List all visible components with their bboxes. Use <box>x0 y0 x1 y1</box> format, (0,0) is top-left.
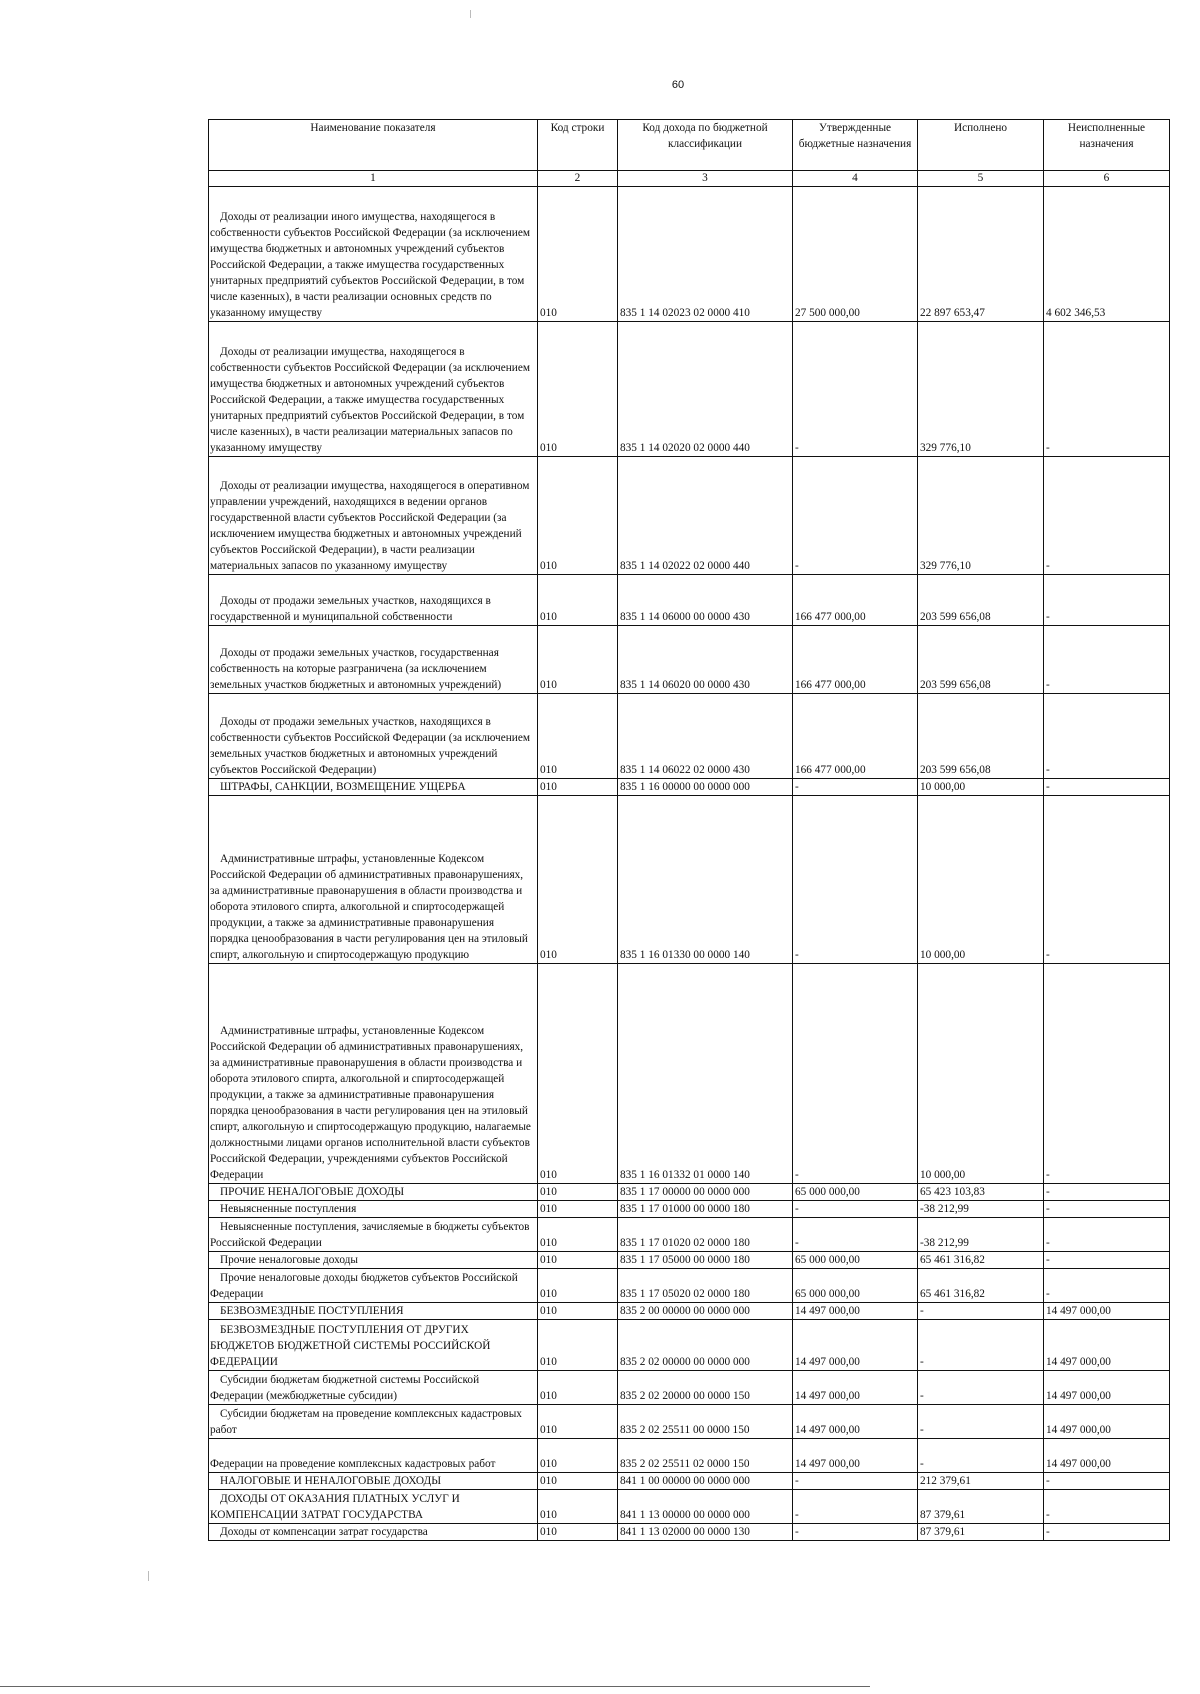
revenue-code: 835 2 02 25511 02 0000 150 <box>618 1439 793 1473</box>
executed-amount: 87 379,61 <box>918 1524 1044 1541</box>
approved-amount: 14 497 000,00 <box>793 1439 918 1473</box>
indicator-name: БЕЗВОЗМЕЗДНЫЕ ПОСТУПЛЕНИЯ <box>209 1303 538 1320</box>
table-row <box>209 1490 1170 1524</box>
executed-amount: 10 000,00 <box>918 964 1044 1184</box>
line-code: 010 <box>538 796 618 964</box>
table-row <box>209 694 1170 779</box>
revenue-code: 835 1 14 02023 02 0000 410 <box>618 187 793 322</box>
unexecuted-amount: 14 497 000,00 <box>1044 1405 1170 1439</box>
header-indicator-name: Наименование показателя <box>209 120 538 171</box>
approved-amount: 166 477 000,00 <box>793 575 918 626</box>
indicator-name: ДОХОДЫ ОТ ОКАЗАНИЯ ПЛАТНЫХ УСЛУГ И КОМПЕНСАЦИИ ЗАТРАТ ГОСУДАРСТВА <box>209 1490 538 1524</box>
unexecuted-amount: - <box>1044 626 1170 694</box>
line-code: 010 <box>538 322 618 457</box>
revenue-code: 835 2 02 20000 00 0000 150 <box>618 1371 793 1405</box>
executed-amount: - <box>918 1439 1044 1473</box>
approved-amount: - <box>793 964 918 1184</box>
unexecuted-amount: 14 497 000,00 <box>1044 1303 1170 1320</box>
approved-amount: 14 497 000,00 <box>793 1320 918 1371</box>
indicator-name: Доходы от продажи земельных участков, находящихся в собственности субъектов Российской Федерации (за исключением земельных участков бюджетных и автономных учреждений субъектов Российской Федерации) <box>209 694 538 779</box>
header-revenue-code: Код дохода по бюджетной классификации <box>618 120 793 171</box>
executed-amount: 10 000,00 <box>918 779 1044 796</box>
unexecuted-amount: 14 497 000,00 <box>1044 1371 1170 1405</box>
column-number: 3 <box>618 171 793 187</box>
unexecuted-amount: - <box>1044 1252 1170 1269</box>
table-row <box>209 1439 1170 1473</box>
indicator-name: Доходы от реализации имущества, находящегося в оперативном управлении учреждений, находящихся в ведении органов государственной власти субъектов Российской Федерации (за исключением имущества бюджетных и автономных учреждений субъектов Российской Федерации), в части реализации материальных запасов по указанному имуществу <box>209 457 538 575</box>
table-row <box>209 964 1170 1184</box>
line-code: 010 <box>538 1184 618 1201</box>
budget-revenue-table <box>208 119 1170 1541</box>
indicator-name: Доходы от компенсации затрат государства <box>209 1524 538 1541</box>
executed-amount: -38 212,99 <box>918 1218 1044 1252</box>
indicator-name: Административные штрафы, установленные Кодексом Российской Федерации об административных правонарушениях, за административные правонарушения в области производства и оборота этилового спирта, алкогольной и спиртосодержащей продукции, а также за административные правонарушения порядка ценообразования в части регулирования цен на этиловый спирт, алкогольную и спиртосодержащую продукцию <box>209 796 538 964</box>
header-unexecuted: Неисполненные назначения <box>1044 120 1170 171</box>
approved-amount: 65 000 000,00 <box>793 1184 918 1201</box>
executed-amount: - <box>918 1303 1044 1320</box>
table-row <box>209 322 1170 457</box>
unexecuted-amount: - <box>1044 1201 1170 1218</box>
indicator-name: ШТРАФЫ, САНКЦИИ, ВОЗМЕЩЕНИЕ УЩЕРБА <box>209 779 538 796</box>
unexecuted-amount: - <box>1044 1490 1170 1524</box>
revenue-code: 841 1 00 00000 00 0000 000 <box>618 1473 793 1490</box>
approved-amount: - <box>793 457 918 575</box>
executed-amount: 87 379,61 <box>918 1490 1044 1524</box>
revenue-code: 835 2 00 00000 00 0000 000 <box>618 1303 793 1320</box>
line-code: 010 <box>538 1405 618 1439</box>
revenue-code: 835 1 16 00000 00 0000 000 <box>618 779 793 796</box>
executed-amount: 212 379,61 <box>918 1473 1044 1490</box>
line-code: 010 <box>538 1252 618 1269</box>
executed-amount: - <box>918 1405 1044 1439</box>
indicator-name: Доходы от продажи земельных участков, находящихся в государственной и муниципальной собственности <box>209 575 538 626</box>
table-row <box>209 575 1170 626</box>
revenue-code: 835 1 17 05020 02 0000 180 <box>618 1269 793 1303</box>
executed-amount: 10 000,00 <box>918 796 1044 964</box>
approved-amount: 166 477 000,00 <box>793 626 918 694</box>
line-code: 010 <box>538 187 618 322</box>
indicator-name: Субсидии бюджетам бюджетной системы Российской Федерации (межбюджетные субсидии) <box>209 1371 538 1405</box>
revenue-code: 835 1 16 01332 01 0000 140 <box>618 964 793 1184</box>
approved-amount: - <box>793 1490 918 1524</box>
unexecuted-amount: - <box>1044 1524 1170 1541</box>
approved-amount: - <box>793 779 918 796</box>
line-code: 010 <box>538 1473 618 1490</box>
line-code: 010 <box>538 1524 618 1541</box>
executed-amount: 203 599 656,08 <box>918 694 1044 779</box>
indicator-name: Прочие неналоговые доходы бюджетов субъектов Российской Федерации <box>209 1269 538 1303</box>
revenue-code: 841 1 13 02000 00 0000 130 <box>618 1524 793 1541</box>
table-row <box>209 779 1170 796</box>
table-row <box>209 1524 1170 1541</box>
unexecuted-amount: 4 602 346,53 <box>1044 187 1170 322</box>
executed-amount: 65 423 103,83 <box>918 1184 1044 1201</box>
approved-amount: 65 000 000,00 <box>793 1252 918 1269</box>
executed-amount: 65 461 316,82 <box>918 1252 1044 1269</box>
indicator-name: Федерации на проведение комплексных кадастровых работ <box>209 1439 538 1473</box>
approved-amount: 14 497 000,00 <box>793 1371 918 1405</box>
table-row <box>209 1184 1170 1201</box>
revenue-code: 835 1 14 06020 00 0000 430 <box>618 626 793 694</box>
table-row <box>209 1320 1170 1371</box>
approved-amount: - <box>793 1473 918 1490</box>
unexecuted-amount: 14 497 000,00 <box>1044 1439 1170 1473</box>
approved-amount: 65 000 000,00 <box>793 1269 918 1303</box>
indicator-name: НАЛОГОВЫЕ И НЕНАЛОГОВЫЕ ДОХОДЫ <box>209 1473 538 1490</box>
revenue-code: 835 1 14 06000 00 0000 430 <box>618 575 793 626</box>
revenue-code: 835 1 17 01020 02 0000 180 <box>618 1218 793 1252</box>
executed-amount: - <box>918 1320 1044 1371</box>
header-executed: Исполнено <box>918 120 1044 171</box>
indicator-name: ПРОЧИЕ НЕНАЛОГОВЫЕ ДОХОДЫ <box>209 1184 538 1201</box>
executed-amount: 329 776,10 <box>918 457 1044 575</box>
executed-amount: 22 897 653,47 <box>918 187 1044 322</box>
revenue-code: 835 2 02 25511 00 0000 150 <box>618 1405 793 1439</box>
approved-amount: - <box>793 1218 918 1252</box>
table-row <box>209 1303 1170 1320</box>
scan-artifact-top <box>470 10 471 18</box>
executed-amount: 65 461 316,82 <box>918 1269 1044 1303</box>
unexecuted-amount: 14 497 000,00 <box>1044 1320 1170 1371</box>
column-number: 1 <box>209 171 538 187</box>
unexecuted-amount: - <box>1044 1473 1170 1490</box>
table-row <box>209 1473 1170 1490</box>
indicator-name: Невыясненные поступления, зачисляемые в бюджеты субъектов Российской Федерации <box>209 1218 538 1252</box>
column-number: 5 <box>918 171 1044 187</box>
approved-amount: 14 497 000,00 <box>793 1405 918 1439</box>
line-code: 010 <box>538 457 618 575</box>
line-code: 010 <box>538 1371 618 1405</box>
indicator-name: Доходы от продажи земельных участков, государственная собственность на которые разграничена (за исключением земельных участков бюджетных и автономных учреждений) <box>209 626 538 694</box>
unexecuted-amount: - <box>1044 1269 1170 1303</box>
revenue-code: 841 1 13 00000 00 0000 000 <box>618 1490 793 1524</box>
line-code: 010 <box>538 575 618 626</box>
unexecuted-amount: - <box>1044 694 1170 779</box>
revenue-code: 835 1 17 01000 00 0000 180 <box>618 1201 793 1218</box>
indicator-name: Доходы от реализации имущества, находящегося в собственности субъектов Российской Федерации (за исключением имущества бюджетных и автономных учреждений субъектов Российской Федерации, а также имущества государственных унитарных предприятий субъектов Российской Федерации, в том числе казенных), в части реализации материальных запасов по указанному имуществу <box>209 322 538 457</box>
indicator-name: БЕЗВОЗМЕЗДНЫЕ ПОСТУПЛЕНИЯ ОТ ДРУГИХ БЮДЖЕТОВ БЮДЖЕТНОЙ СИСТЕМЫ РОССИЙСКОЙ ФЕДЕРАЦИИ <box>209 1320 538 1371</box>
executed-amount: 329 776,10 <box>918 322 1044 457</box>
executed-amount: - <box>918 1371 1044 1405</box>
unexecuted-amount: - <box>1044 1218 1170 1252</box>
unexecuted-amount: - <box>1044 457 1170 575</box>
line-code: 010 <box>538 1320 618 1371</box>
line-code: 010 <box>538 1490 618 1524</box>
column-number: 4 <box>793 171 918 187</box>
approved-amount: 27 500 000,00 <box>793 187 918 322</box>
column-number-row <box>209 171 1170 187</box>
indicator-name: Административные штрафы, установленные Кодексом Российской Федерации об административных правонарушениях, за административные правонарушения в области производства и оборота этилового спирта, алкогольной и спиртосодержащей продукции, а также за административные правонарушения порядка ценообразования в части регулирования цен на этиловый спирт, алкогольную и спиртосодержащую продукцию, налагаемые должностными лицами органов исполнительной власти субъектов Российской Федерации, учреждениями субъектов Российской Федерации <box>209 964 538 1184</box>
approved-amount: - <box>793 1524 918 1541</box>
line-code: 010 <box>538 779 618 796</box>
line-code: 010 <box>538 694 618 779</box>
table-row <box>209 1201 1170 1218</box>
approved-amount: 14 497 000,00 <box>793 1303 918 1320</box>
revenue-code: 835 1 14 02022 02 0000 440 <box>618 457 793 575</box>
unexecuted-amount: - <box>1044 322 1170 457</box>
line-code: 010 <box>538 964 618 1184</box>
line-code: 010 <box>538 626 618 694</box>
revenue-code: 835 2 02 00000 00 0000 000 <box>618 1320 793 1371</box>
table-row <box>209 187 1170 322</box>
revenue-code: 835 1 17 00000 00 0000 000 <box>618 1184 793 1201</box>
approved-amount: - <box>793 322 918 457</box>
revenue-code: 835 1 14 06022 02 0000 430 <box>618 694 793 779</box>
table-row <box>209 1218 1170 1252</box>
line-code: 010 <box>538 1303 618 1320</box>
line-code: 010 <box>538 1218 618 1252</box>
table-row <box>209 1252 1170 1269</box>
scan-artifact-bottom-line <box>0 1686 870 1687</box>
table-row <box>209 1371 1170 1405</box>
indicator-name: Доходы от реализации иного имущества, находящегося в собственности субъектов Российской Федерации (за исключением имущества бюджетных и автономных учреждений субъектов Российской Федерации, а также имущества государственных унитарных предприятий субъектов Российской Федерации, в том числе казенных), в части реализации основных средств по указанному имуществу <box>209 187 538 322</box>
indicator-name: Невыясненные поступления <box>209 1201 538 1218</box>
header-approved: Утвержденные бюджетные назначения <box>793 120 918 171</box>
column-number: 2 <box>538 171 618 187</box>
indicator-name: Субсидии бюджетам на проведение комплексных кадастровых работ <box>209 1405 538 1439</box>
unexecuted-amount: - <box>1044 964 1170 1184</box>
revenue-code: 835 1 16 01330 00 0000 140 <box>618 796 793 964</box>
table-row <box>209 796 1170 964</box>
revenue-code: 835 1 17 05000 00 0000 180 <box>618 1252 793 1269</box>
unexecuted-amount: - <box>1044 779 1170 796</box>
unexecuted-amount: - <box>1044 575 1170 626</box>
approved-amount: - <box>793 796 918 964</box>
line-code: 010 <box>538 1439 618 1473</box>
line-code: 010 <box>538 1201 618 1218</box>
approved-amount: - <box>793 1201 918 1218</box>
executed-amount: -38 212,99 <box>918 1201 1044 1218</box>
executed-amount: 203 599 656,08 <box>918 626 1044 694</box>
unexecuted-amount: - <box>1044 1184 1170 1201</box>
header-line-code: Код строки <box>538 120 618 171</box>
table-row <box>209 1269 1170 1303</box>
column-number: 6 <box>1044 171 1170 187</box>
indicator-name: Прочие неналоговые доходы <box>209 1252 538 1269</box>
line-code: 010 <box>538 1269 618 1303</box>
table-row <box>209 626 1170 694</box>
table-row <box>209 1405 1170 1439</box>
revenue-code: 835 1 14 02020 02 0000 440 <box>618 322 793 457</box>
unexecuted-amount: - <box>1044 796 1170 964</box>
executed-amount: 203 599 656,08 <box>918 575 1044 626</box>
page-number: 60 <box>671 79 685 91</box>
table-header-row <box>209 120 1170 171</box>
approved-amount: 166 477 000,00 <box>793 694 918 779</box>
table-row <box>209 457 1170 575</box>
scan-artifact-left <box>148 1571 149 1581</box>
